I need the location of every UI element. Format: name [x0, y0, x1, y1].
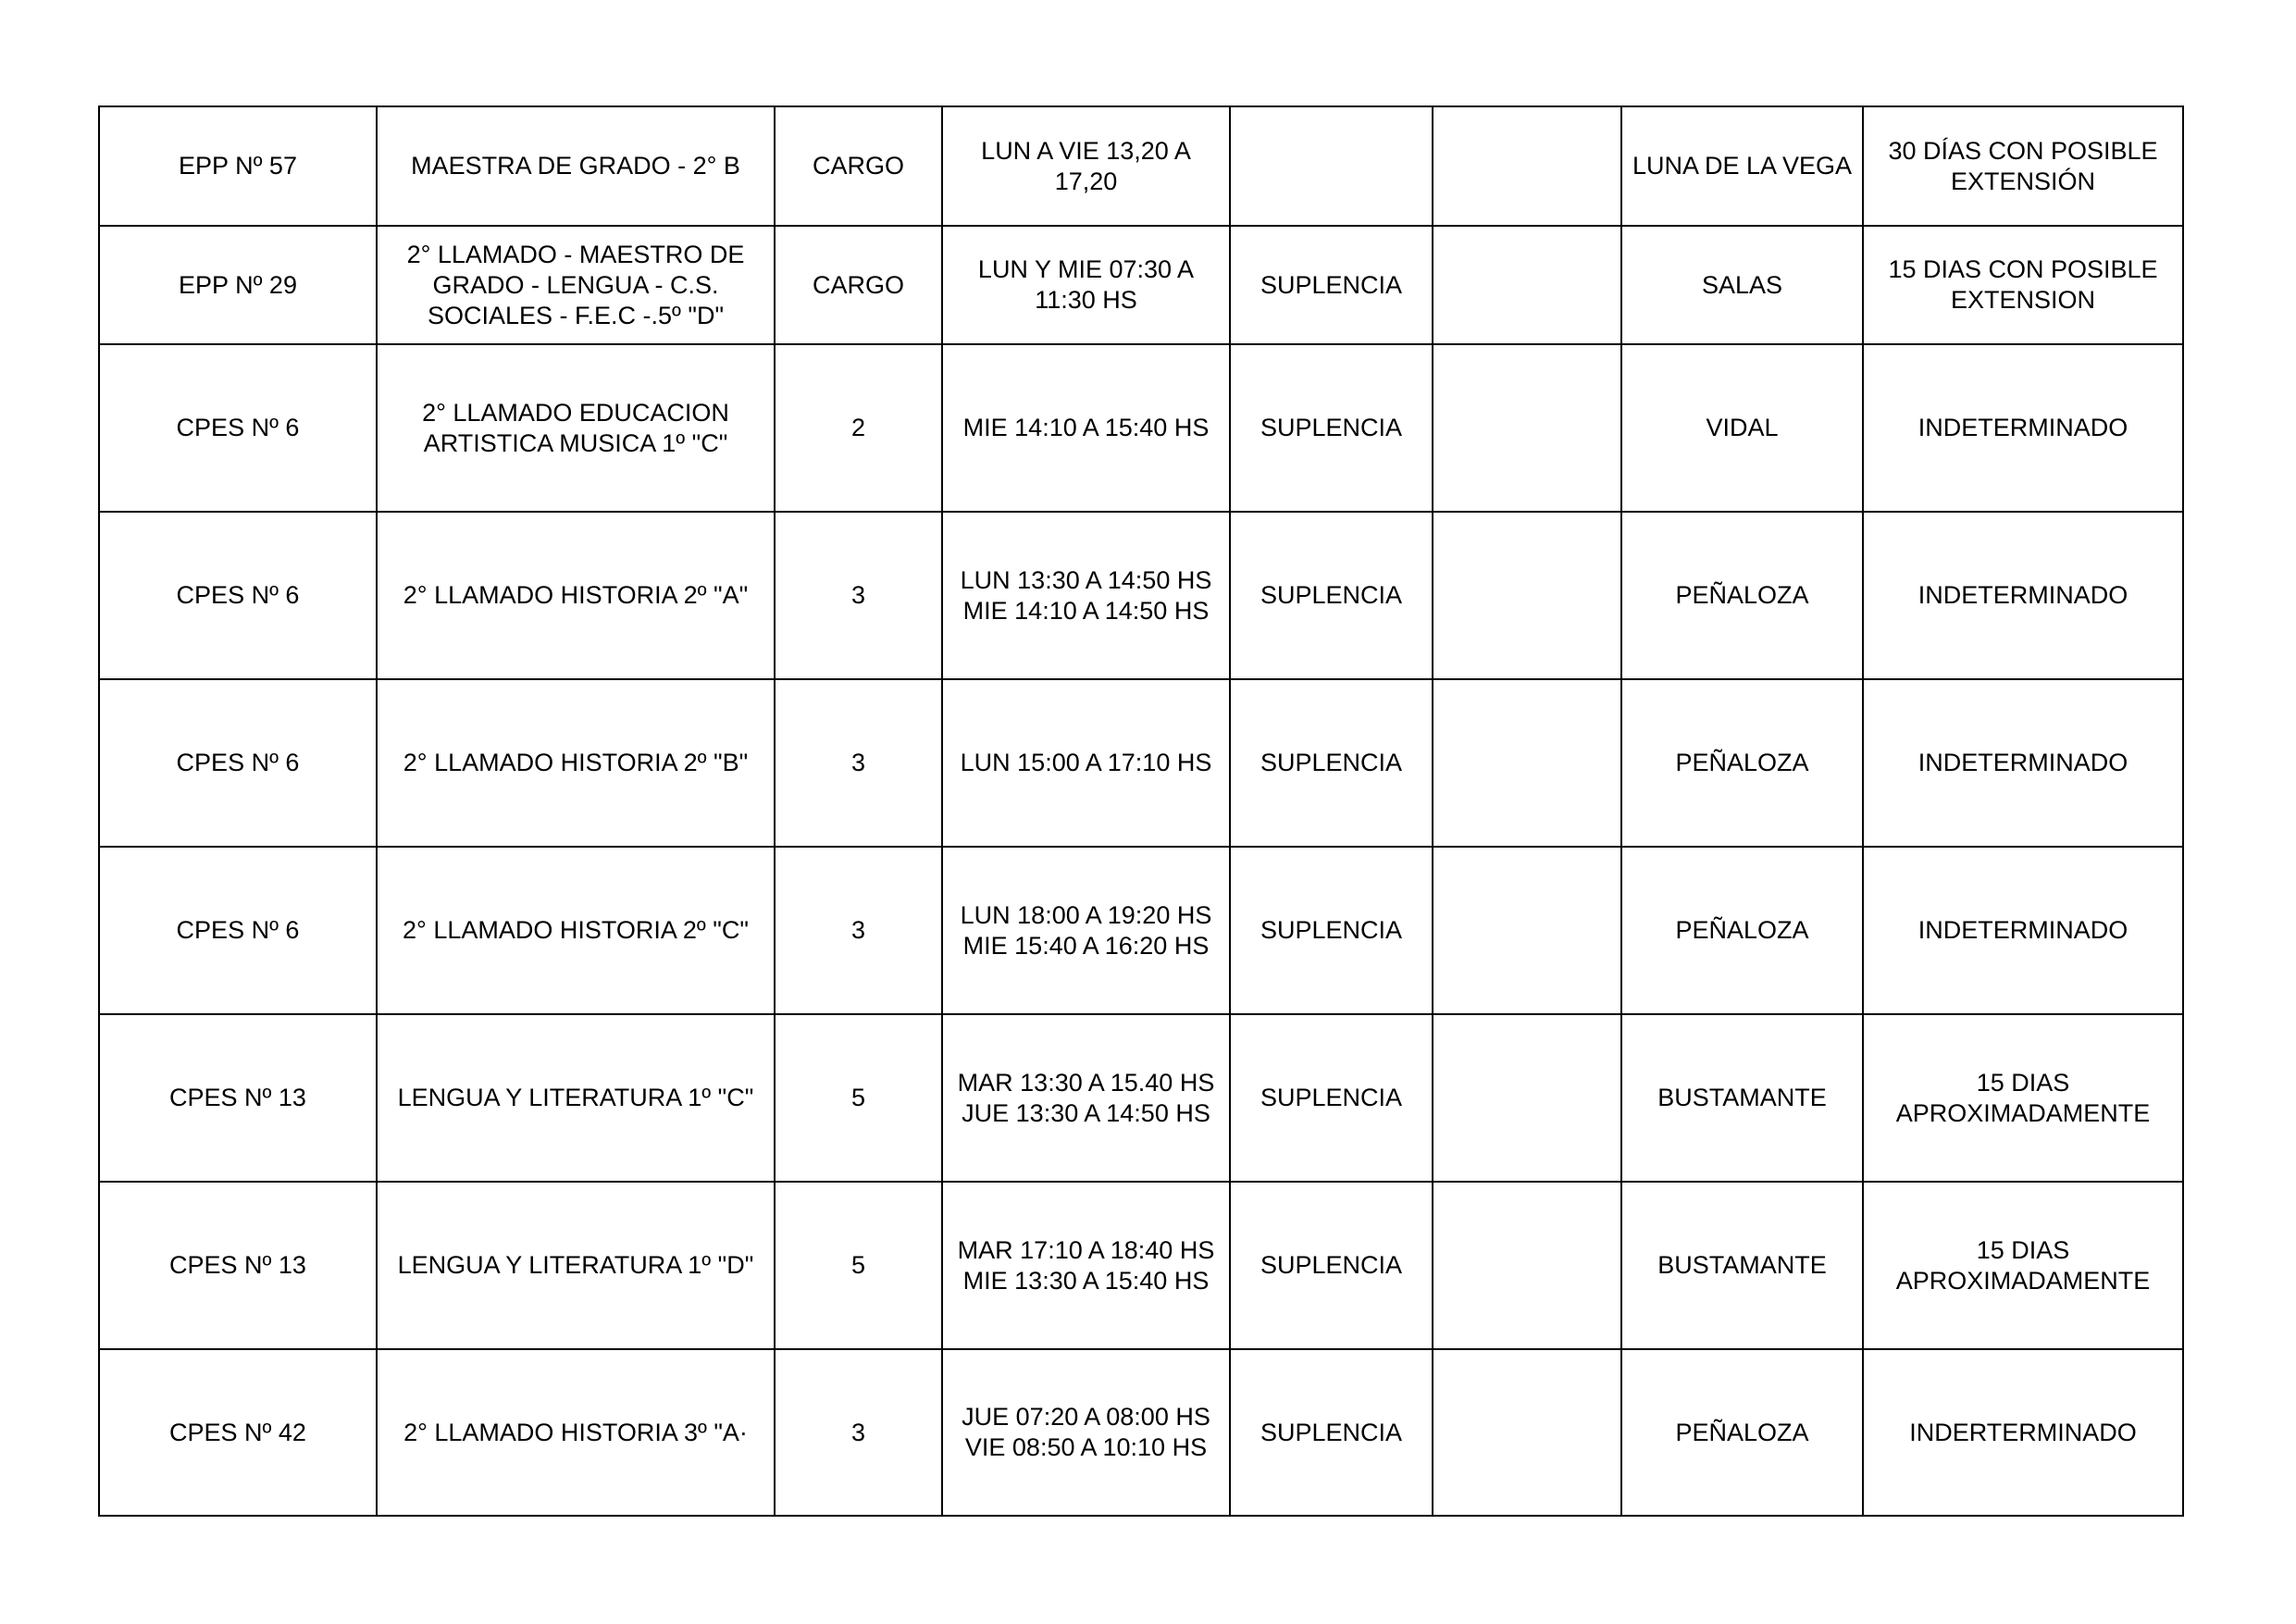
- duracion-text: 30 DÍAS CON POSIBLE EXTENSIÓN: [1888, 136, 2158, 195]
- cell-escuela: [99, 1182, 377, 1349]
- duracion-text: 15 DIAS APROXIMADAMENTE: [1895, 1235, 2151, 1295]
- horario-text: MAR 17:10 A 18:40 HS MIE 13:30 A 15:40 HS: [957, 1235, 1215, 1295]
- horas-text: 5: [850, 1084, 866, 1111]
- cell-docente: [1621, 1182, 1863, 1349]
- escuela-text: EPP Nº 29: [179, 270, 297, 299]
- cell-escuela: [99, 679, 377, 847]
- table-row: [99, 1182, 2183, 1349]
- cell-horas: [775, 226, 942, 344]
- cell-horario: [942, 1349, 1230, 1516]
- horas-text: CARGO: [812, 270, 904, 299]
- cell-docente: [1621, 226, 1863, 344]
- docente-text: PEÑALOZA: [1675, 1418, 1809, 1446]
- docente-text: PEÑALOZA: [1675, 581, 1809, 609]
- horas-text: 3: [850, 749, 866, 776]
- cargo-text: 2° LLAMADO HISTORIA 2º "A": [403, 581, 749, 609]
- horas-text: 3: [850, 581, 866, 609]
- cell-extra: [1433, 226, 1621, 344]
- cell-extra: [1433, 1349, 1621, 1516]
- horas-text: CARGO: [812, 152, 904, 180]
- duracion-text: INDETERMINADO: [1917, 581, 2128, 609]
- cell-duracion: [1863, 1014, 2183, 1182]
- cell-docente: [1621, 1014, 1863, 1182]
- cell-docente: [1621, 847, 1863, 1014]
- horario-text: MAR 13:30 A 15.40 HS JUE 13:30 A 14:50 HS: [957, 1068, 1215, 1127]
- cell-horas: [775, 1014, 942, 1182]
- cell-caracter: [1230, 344, 1433, 512]
- cell-cargo: [377, 679, 775, 847]
- caracter-text: SUPLENCIA: [1260, 749, 1403, 776]
- cell-extra: [1433, 679, 1621, 847]
- horario-text: JUE 07:20 A 08:00 HS VIE 08:50 A 10:10 HS: [962, 1403, 1210, 1461]
- cell-caracter: [1230, 226, 1433, 344]
- cell-cargo: [377, 226, 775, 344]
- cell-horas: [775, 512, 942, 679]
- table-row: [99, 226, 2183, 344]
- cell-horario: [942, 344, 1230, 512]
- cell-horas: [775, 1182, 942, 1349]
- escuela-text: CPES Nº 13: [169, 1251, 306, 1279]
- cell-extra: [1433, 512, 1621, 679]
- escuela-text: CPES Nº 6: [176, 414, 300, 441]
- cell-caracter: [1230, 512, 1433, 679]
- cell-docente: [1621, 344, 1863, 512]
- escuela-text: EPP Nº 57: [179, 152, 297, 180]
- vacancies-table: [98, 105, 2184, 1517]
- cell-escuela: [99, 847, 377, 1014]
- cell-docente: [1621, 1349, 1863, 1516]
- escuela-text: CPES Nº 6: [176, 749, 300, 776]
- cell-caracter: [1230, 679, 1433, 847]
- table-row: [99, 847, 2183, 1014]
- cell-docente: [1621, 679, 1863, 847]
- cell-horario: [942, 679, 1230, 847]
- cell-horas: [775, 106, 942, 226]
- horario-text: LUN 15:00 A 17:10 HS: [960, 749, 1212, 776]
- caracter-text: SUPLENCIA: [1260, 581, 1403, 609]
- horas-text: 3: [850, 916, 866, 944]
- cell-docente: [1621, 512, 1863, 679]
- cell-escuela: [99, 1349, 377, 1516]
- cargo-text: 2° LLAMADO HISTORIA 3º "A·: [403, 1418, 748, 1446]
- cell-duracion: [1863, 226, 2183, 344]
- cargo-text: 2° LLAMADO HISTORIA 2º "B": [403, 749, 749, 776]
- cell-escuela: [99, 512, 377, 679]
- horas-text: 5: [850, 1251, 866, 1279]
- escuela-text: CPES Nº 6: [176, 916, 300, 944]
- horario-text: LUN 18:00 A 19:20 HS MIE 15:40 A 16:20 HS: [960, 900, 1212, 960]
- docente-text: BUSTAMANTE: [1657, 1251, 1827, 1279]
- cell-extra: [1433, 344, 1621, 512]
- docente-text: BUSTAMANTE: [1657, 1084, 1827, 1111]
- table-row: [99, 679, 2183, 847]
- cell-escuela: [99, 1014, 377, 1182]
- cargo-text: 2° LLAMADO HISTORIA 2º "C": [403, 916, 749, 944]
- caracter-text: SUPLENCIA: [1260, 1251, 1403, 1279]
- cell-escuela: [99, 106, 377, 226]
- cell-duracion: [1863, 847, 2183, 1014]
- cell-horas: [775, 344, 942, 512]
- cell-cargo: [377, 106, 775, 226]
- cell-cargo: [377, 344, 775, 512]
- cell-extra: [1433, 847, 1621, 1014]
- docente-text: VIDAL: [1706, 414, 1779, 441]
- cell-duracion: [1863, 1182, 2183, 1349]
- cell-horas: [775, 1349, 942, 1516]
- cell-horario: [942, 106, 1230, 226]
- cell-extra: [1433, 106, 1621, 226]
- caracter-text: SUPLENCIA: [1260, 270, 1403, 299]
- escuela-text: CPES Nº 42: [169, 1418, 306, 1446]
- duracion-text: 15 DIAS CON POSIBLE EXTENSION: [1888, 255, 2158, 314]
- docente-text: PEÑALOZA: [1675, 749, 1809, 776]
- cell-duracion: [1863, 512, 2183, 679]
- docente-text: LUNA DE LA VEGA: [1632, 152, 1853, 180]
- table-row: [99, 1014, 2183, 1182]
- duracion-text: 15 DIAS APROXIMADAMENTE: [1895, 1068, 2151, 1127]
- horario-text: LUN 13:30 A 14:50 HS MIE 14:10 A 14:50 HS: [960, 565, 1212, 625]
- cell-caracter: [1230, 847, 1433, 1014]
- table-row: [99, 106, 2183, 226]
- cell-caracter: [1230, 1014, 1433, 1182]
- cell-caracter: [1230, 1182, 1433, 1349]
- cell-escuela: [99, 344, 377, 512]
- escuela-text: CPES Nº 6: [176, 581, 300, 609]
- horario-text: MIE 14:10 A 15:40 HS: [962, 414, 1210, 441]
- horario-text: LUN Y MIE 07:30 A 11:30 HS: [977, 255, 1195, 314]
- cell-duracion: [1863, 679, 2183, 847]
- cell-cargo: [377, 847, 775, 1014]
- cell-horario: [942, 847, 1230, 1014]
- table-row: [99, 1349, 2183, 1516]
- cargo-text: 2° LLAMADO - MAESTRO DE GRADO - LENGUA - C.S. SOCIALES - F.E.C -.5º "D": [406, 240, 745, 329]
- cell-caracter: [1230, 1349, 1433, 1516]
- table-row: [99, 512, 2183, 679]
- caracter-text: SUPLENCIA: [1260, 916, 1403, 944]
- cell-extra: [1433, 1182, 1621, 1349]
- cargo-text: MAESTRA DE GRADO - 2° B: [411, 152, 740, 180]
- cell-cargo: [377, 1182, 775, 1349]
- cell-horas: [775, 679, 942, 847]
- cargo-text: 2° LLAMADO EDUCACION ARTISTICA MUSICA 1º "C": [422, 398, 729, 457]
- caracter-text: SUPLENCIA: [1260, 1418, 1403, 1446]
- caracter-text: SUPLENCIA: [1260, 414, 1403, 441]
- horas-text: 2: [850, 414, 866, 441]
- cargo-text: LENGUA Y LITERATURA 1º "C": [397, 1084, 754, 1111]
- duracion-text: INDERTERMINADO: [1909, 1418, 2137, 1446]
- duracion-text: INDETERMINADO: [1917, 749, 2128, 776]
- cell-horario: [942, 226, 1230, 344]
- caracter-text: SUPLENCIA: [1260, 1084, 1403, 1111]
- cell-duracion: [1863, 1349, 2183, 1516]
- cell-duracion: [1863, 106, 2183, 226]
- escuela-text: CPES Nº 13: [169, 1084, 306, 1111]
- cell-docente: [1621, 106, 1863, 226]
- duracion-text: INDETERMINADO: [1917, 414, 2128, 441]
- table-body: [99, 106, 2183, 1516]
- cell-horas: [775, 847, 942, 1014]
- docente-text: SALAS: [1701, 270, 1783, 299]
- cell-horario: [942, 1182, 1230, 1349]
- cell-cargo: [377, 1349, 775, 1516]
- cell-caracter: [1230, 106, 1433, 226]
- cell-horario: [942, 512, 1230, 679]
- cell-cargo: [377, 512, 775, 679]
- cell-escuela: [99, 226, 377, 344]
- cell-extra: [1433, 1014, 1621, 1182]
- cell-cargo: [377, 1014, 775, 1182]
- cell-duracion: [1863, 344, 2183, 512]
- horario-text: LUN A VIE 13,20 A 17,20: [981, 136, 1191, 195]
- cargo-text: LENGUA Y LITERATURA 1º "D": [397, 1251, 754, 1279]
- horas-text: 3: [850, 1418, 866, 1446]
- cell-horario: [942, 1014, 1230, 1182]
- duracion-text: INDETERMINADO: [1917, 916, 2128, 944]
- table-row: [99, 344, 2183, 512]
- docente-text: PEÑALOZA: [1675, 916, 1809, 944]
